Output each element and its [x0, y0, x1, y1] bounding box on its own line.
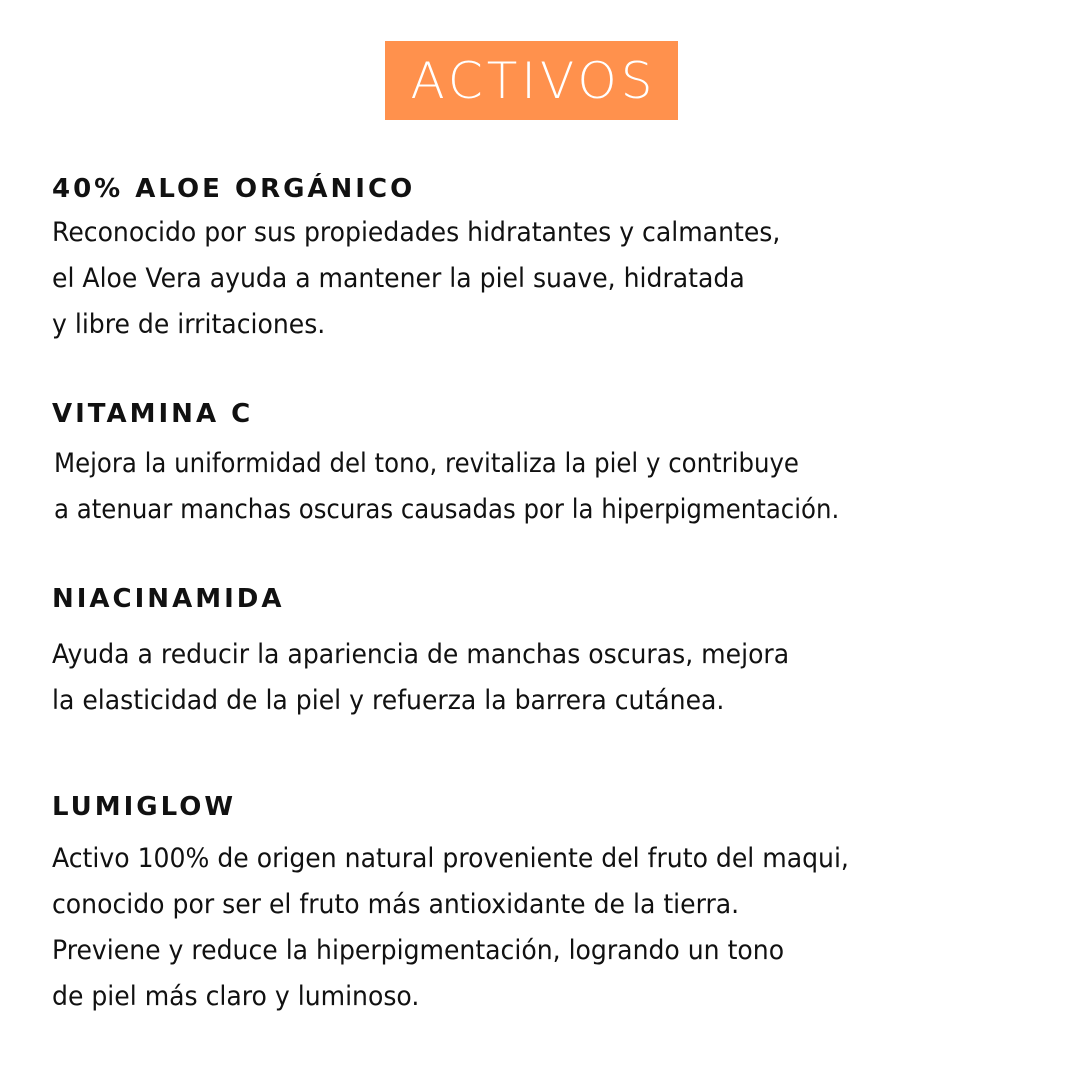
section-description	[52, 210, 835, 348]
description-line: Reconocido por sus propiedades hidratantes y calmantes,	[52, 217, 781, 248]
description-line: el Aloe Vera ayuda a mantener la piel suave, hidratada	[52, 263, 745, 294]
description-line: la elasticidad de la piel y refuerza la barrera cutánea.	[52, 685, 725, 716]
description-line: y libre de irritaciones.	[52, 309, 326, 340]
section-heading: LUMIGLOW	[52, 792, 237, 822]
description-line: conocido por ser el fruto más antioxidante de la tierra.	[52, 889, 740, 920]
section-lumiglow	[52, 794, 909, 1020]
description-line: Activo 100% de origen natural proveniente del fruto del maqui,	[52, 843, 849, 874]
section-heading: 40% ALOE ORGÁNICO	[52, 174, 416, 204]
title-banner	[385, 41, 678, 120]
description-line: de piel más claro y luminoso.	[52, 981, 420, 1012]
section-vitamina-c	[52, 401, 922, 533]
section-aloe-organico	[52, 176, 835, 348]
section-heading: NIACINAMIDA	[52, 584, 285, 614]
description-line: Mejora la uniformidad del tono, revitaliza la piel y contribuye	[54, 448, 799, 479]
description-line: a atenuar manchas oscuras causadas por la hiperpigmentación.	[54, 494, 840, 525]
description-line: Ayuda a reducir la apariencia de manchas oscuras, mejora	[52, 639, 790, 670]
section-description	[52, 836, 909, 1020]
page-title: ACTIVOS	[410, 51, 657, 110]
section-niacinamida	[52, 586, 845, 724]
section-description	[52, 441, 922, 533]
section-description	[52, 632, 845, 724]
section-heading: VITAMINA C	[52, 399, 254, 429]
description-line: Previene y reduce la hiperpigmentación, logrando un tono	[52, 935, 785, 966]
